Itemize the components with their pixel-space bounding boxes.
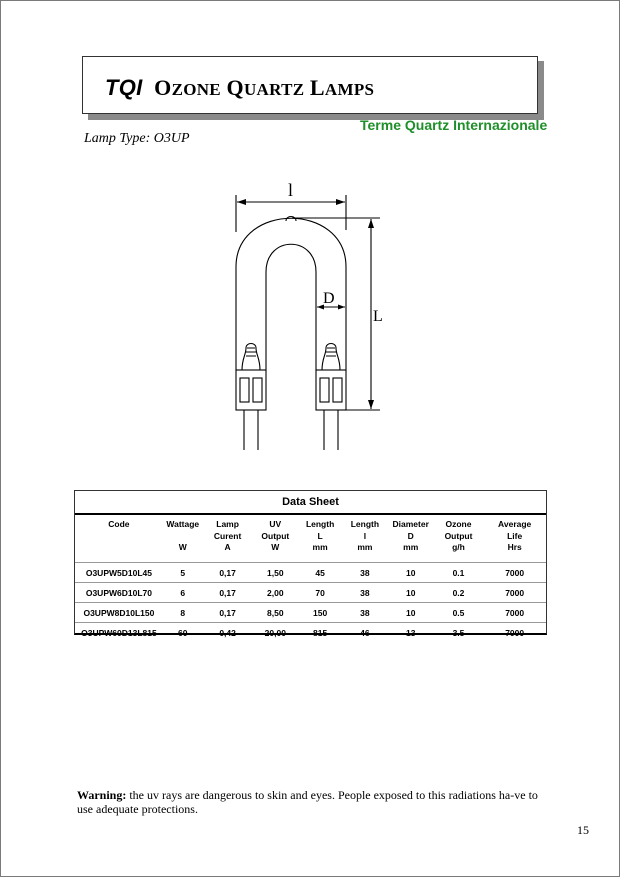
table-cell: O3UPW6D10L70 [75,583,163,603]
warning-note [77,788,547,816]
warning-label: Warning: [77,788,127,802]
title-word-lamps: LAMPS [309,75,375,100]
dimension-label-width: l [288,180,294,200]
table-cell: O3UPW60D13L815 [75,623,163,643]
table-row [75,563,546,583]
table-cell: 10 [388,583,434,603]
column-header: Length l mm [350,519,380,552]
table-cell: 20,00 [252,623,298,643]
column-header: Code [108,519,130,529]
column-header: Wattage W [166,519,200,552]
table-cell: 38 [342,583,388,603]
data-sheet-grid [75,515,546,642]
title-tqi: TQI [105,75,143,100]
table-cell: 0.2 [434,583,484,603]
title-word-ozone: OZONE [154,75,221,100]
lamp-diagram [180,170,420,470]
title-banner [82,56,538,114]
column-header: Length L mm [305,519,335,552]
table-cell: 2,00 [252,583,298,603]
table-cell: 0,17 [203,583,253,603]
table-cell: 5 [163,563,203,583]
table-cell: 0,17 [203,603,253,623]
table-cell: 8 [163,603,203,623]
table-cell: 70 [298,583,342,603]
column-header: UV Output W [261,519,290,552]
table-cell: 10 [388,563,434,583]
table-row [75,623,546,643]
table-cell: 7000 [483,563,546,583]
table-row [75,583,546,603]
dimension-label-diameter: D [323,290,335,307]
table-cell: 7000 [483,623,546,643]
warning-text: the uv rays are dangerous to skin and eyes. People exposed to this radiations ha-ve to use adequate protections. [77,788,538,816]
table-cell: 38 [342,603,388,623]
title-word-quartz: QUARTZ [226,75,305,100]
table-cell: 1,50 [252,563,298,583]
column-header-row [75,515,546,563]
table-cell: 45 [298,563,342,583]
page-number: 15 [577,823,589,837]
data-sheet-table [74,490,547,638]
table-cell: 60 [163,623,203,643]
table-cell: 0,42 [203,623,253,643]
table-cell: 38 [342,563,388,583]
table-cell: 0,17 [203,563,253,583]
table-row [75,603,546,623]
dimension-label-length: L [373,308,383,325]
table-cell: 46 [342,623,388,643]
table-cell: 3.5 [434,623,484,643]
page-title [105,75,374,101]
table-cell: 13 [388,623,434,643]
table-cell: 8,50 [252,603,298,623]
column-header: Diameter D mm [392,519,429,552]
table-cell: O3UPW5D10L45 [75,563,163,583]
table-cell: 7000 [483,603,546,623]
column-header: Ozone Output g/h [444,519,473,552]
table-cell: O3UPW8D10L150 [75,603,163,623]
data-sheet-title: Data Sheet [75,491,546,515]
brand-name: Terme Quartz Internazionale [360,117,548,133]
lamp-type-label: Lamp Type: O3UP [84,131,190,146]
table-cell: 6 [163,583,203,603]
table-cell: 10 [388,603,434,623]
table-cell: 0.1 [434,563,484,583]
table-cell: 0.5 [434,603,484,623]
table-cell: 150 [298,603,342,623]
table-cell: 815 [298,623,342,643]
column-header: Average Life Hrs [498,519,532,552]
column-header: Lamp Curent A [213,519,242,552]
table-cell: 7000 [483,583,546,603]
